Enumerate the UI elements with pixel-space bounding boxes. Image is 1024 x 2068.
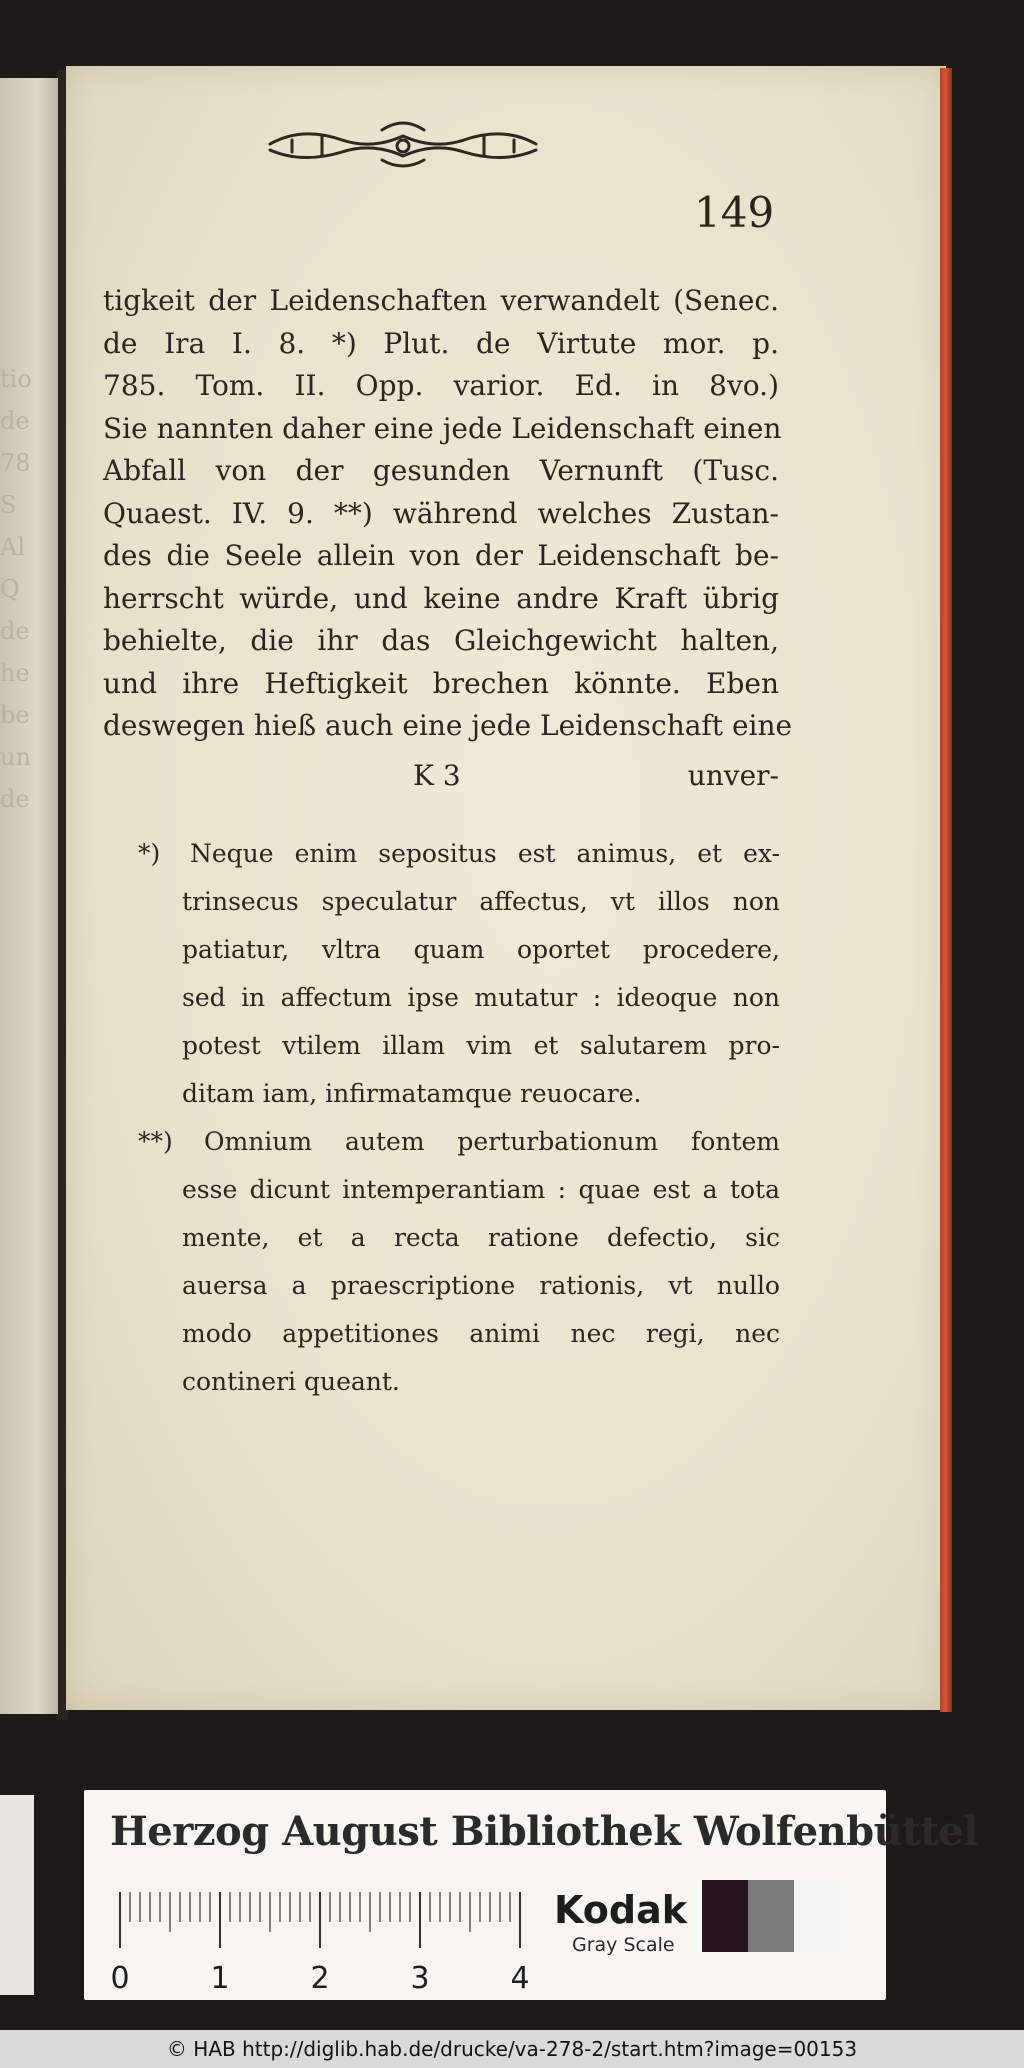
ruler-number: 0 <box>110 1961 130 1996</box>
footnotes <box>140 830 780 1406</box>
facing-page-fragment: Q <box>0 575 20 603</box>
facing-page-fragment: de <box>0 617 30 645</box>
library-name: Herzog August Bibliothek Wolfenbüttel <box>110 1808 978 1855</box>
footnote-line: sed in affectum ipse mutatur : ideoque non <box>182 983 780 1012</box>
body-line: deswegen hieß auch eine jede Leidenschaft eine <box>103 709 793 742</box>
body-line: und ihre Heftigkeit brechen könnte. Eben <box>103 666 779 700</box>
gray-scale-label: Gray Scale <box>572 1934 675 1956</box>
gray-patch <box>702 1880 748 1952</box>
facing-page-fragment: S <box>0 491 17 519</box>
footnote-line: mente, et a recta ratione defectio, sic <box>182 1223 780 1252</box>
gray-patch <box>794 1880 840 1952</box>
footnote-marker: **) <box>138 1127 173 1156</box>
facing-page-fragment: de <box>0 785 30 813</box>
footnote-line: ditam iam, infirmatamque reuocare. <box>182 1079 642 1108</box>
body-line: tigkeit der Leidenschaften verwandelt (Senec. <box>103 284 779 317</box>
color-scale-card <box>84 1790 978 2000</box>
facing-page-fragment: un <box>0 743 31 771</box>
body-line: behielte, die ihr das Gleichgewicht halten, <box>103 624 779 657</box>
page-number: 149 <box>694 188 775 237</box>
facing-page-fragment: Al <box>0 533 26 561</box>
footnote-line: trinsecus speculatur affectus, vt illos non <box>182 887 780 916</box>
ruler-number: 3 <box>410 1961 430 1996</box>
body-line: herrscht würde, und keine andre Kraft übrig <box>103 581 779 615</box>
kodak-logo: Kodak <box>554 1888 687 1932</box>
footnote-line: esse dicunt intemperantiam : quae est a tota <box>182 1175 780 1204</box>
headpiece-ornament <box>262 116 544 172</box>
facing-page-text <box>0 358 36 820</box>
body-text <box>103 280 793 748</box>
ruler-number: 2 <box>310 1961 330 1996</box>
ruler <box>110 1888 534 1998</box>
facing-page-fragment: be <box>0 701 30 729</box>
red-page-edge <box>940 68 952 1712</box>
footnote <box>140 1118 780 1406</box>
facing-page-fragment: tio <box>0 365 32 393</box>
footnote-line: Neque enim sepositus est animus, et ex- <box>190 839 780 868</box>
signature-mark: K 3 <box>413 759 461 792</box>
ruler-number: 1 <box>210 1961 230 1996</box>
body-line: Quaest. IV. 9. **) während welches Zustan- <box>103 496 779 530</box>
body-line: de Ira I. 8. *) Plut. de Virtute mor. p. <box>103 326 779 360</box>
body-line: des die Seele allein von der Leidenschaft be- <box>103 539 779 572</box>
facing-page-fragment: de <box>0 407 30 435</box>
body-line: 785. Tom. II. Opp. varior. Ed. in 8vo.) <box>103 369 779 402</box>
facing-page-fragment: 78 <box>0 449 31 477</box>
footnote <box>140 830 780 1118</box>
footer-credit: © HAB http://diglib.hab.de/drucke/va-278-2/start.htm?image=00153 <box>0 2030 1024 2068</box>
facing-page-fragment: he <box>0 659 30 687</box>
catchline <box>103 755 779 797</box>
card-edge <box>0 1795 34 1995</box>
footnote-line: Omnium autem perturbationum fontem <box>204 1127 780 1156</box>
body-line: Abfall von der gesunden Vernunft (Tusc. <box>103 454 779 487</box>
footnote-line: patiatur, vltra quam oportet procedere, <box>182 935 780 964</box>
footnote-line: auersa a praescriptione rationis, vt nullo <box>182 1271 780 1300</box>
gray-patch <box>748 1880 794 1952</box>
body-line: Sie nannten daher eine jede Leidenschaft einen <box>103 411 782 445</box>
ruler-number: 4 <box>510 1961 530 1996</box>
facing-page <box>0 78 62 1714</box>
footnote-line: modo appetitiones animi nec regi, nec <box>182 1319 780 1348</box>
footnote-line: potest vtilem illam vim et salutarem pro- <box>182 1031 780 1060</box>
catchword: unver- <box>687 759 779 792</box>
footnote-marker: *) <box>138 839 161 868</box>
footnote-line: contineri queant. <box>182 1367 400 1396</box>
